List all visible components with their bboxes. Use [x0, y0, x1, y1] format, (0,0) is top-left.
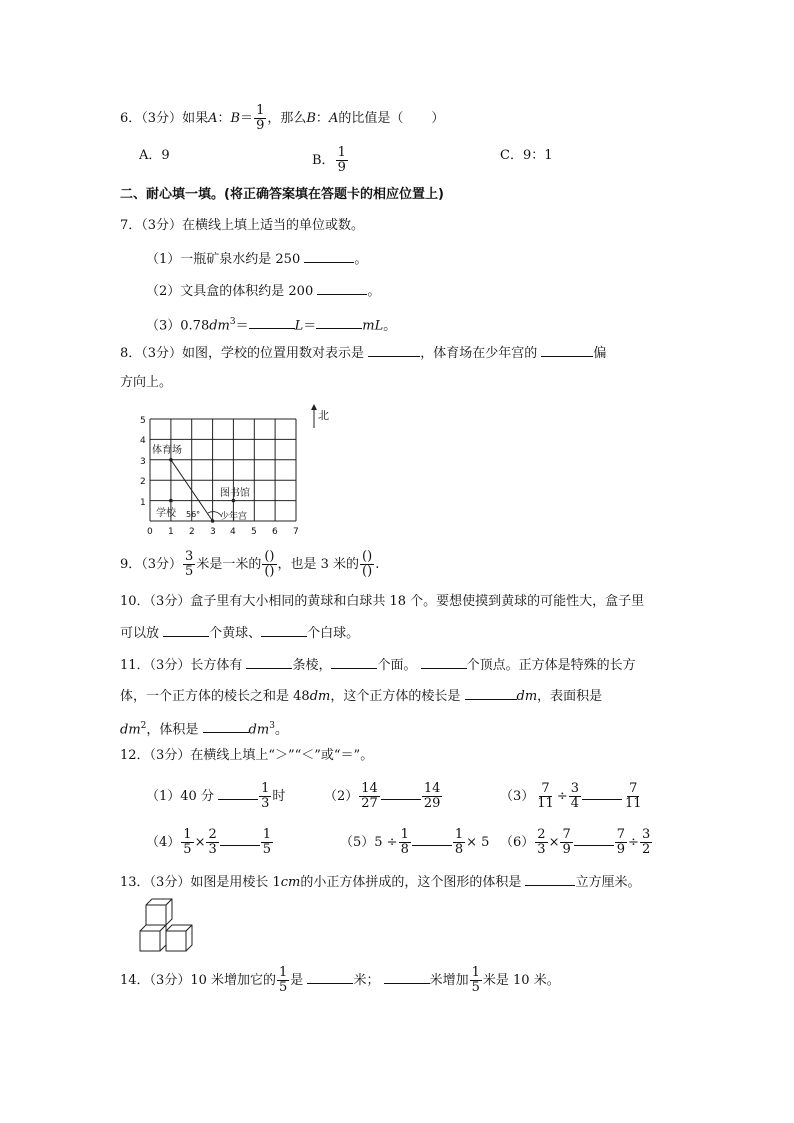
answer-blank[interactable] [316, 314, 362, 329]
q12-item-5: （5）5 ÷ $\frac{1}{8}$ $\frac{1}{8}$ × 5 [340, 827, 490, 857]
library-label: 图书馆 [220, 488, 250, 499]
cube-figure [136, 898, 200, 956]
answer-blank[interactable] [541, 342, 593, 357]
y-tick: 1 [140, 498, 146, 508]
q11-line-3: $dm^2$，体积是 $dm^3$。 [120, 716, 288, 740]
q11-line-2: 体，一个正方体的棱长之和是 48dm，这个正方体的棱长是 dm，表面积是 [120, 685, 602, 707]
q7-item-1: （1）一瓶矿泉水约是 250 。 [146, 248, 367, 270]
x-tick: 3 [210, 527, 216, 537]
q10-line-2: 可以放 个黄球、 个白球。 [120, 622, 359, 644]
y-tick: 3 [140, 457, 146, 467]
q12-item-1: （1）40 分 $\frac{1}{3}$ 时 [146, 781, 286, 811]
question-8: 8．（3分）如图，学校的位置用数对表示是 ，体育场在少年宫的 偏 [120, 342, 606, 364]
answer-blank[interactable] [317, 280, 367, 295]
answer-blank[interactable] [304, 248, 354, 263]
answer-blank[interactable] [525, 871, 575, 886]
answer-blank[interactable] [384, 969, 430, 984]
x-tick: 0 [147, 527, 153, 537]
svg-text:北: 北 [318, 409, 329, 422]
library-point [232, 499, 236, 503]
q7-item-3: $(3)0.78dm^3= L=$ mL。 [146, 312, 396, 336]
q8-line-2: 方向上。 [120, 375, 173, 390]
answer-blank[interactable] [574, 831, 614, 846]
answer-blank[interactable] [307, 969, 353, 984]
x-tick: 2 [189, 527, 195, 537]
question-14: 14．（3分）10 米增加它的 $\frac{1}{5}$ 是 米； 米增加 $\frac{1}{5}$ 米是 10 米。 [120, 965, 560, 995]
section-2-header: 二、耐心填一填。(将正确答案填在答题卡的相应位置上) [120, 187, 444, 202]
option-a: A．9 [139, 148, 170, 163]
x-tick: 6 [272, 527, 278, 537]
q7-item-2: （2）文具盒的体积约是 200 。 [146, 280, 380, 302]
q12-item-2: （2） $\frac{14}{27}$ $\frac{14}{29}$ [324, 781, 441, 811]
option-b: B． $\frac{1}{9}$ [312, 145, 346, 175]
answer-blank[interactable] [220, 831, 260, 846]
question-7: 7．（3分）在横线上填上适当的单位或数。 [120, 218, 365, 233]
x-tick: 4 [230, 527, 236, 537]
answer-blank[interactable] [261, 622, 307, 637]
q12-item-4: （4） $\frac{1}{5}$ × $\frac{2}{3}$ $\frac{1}{5}$ [146, 827, 272, 857]
angle-label: 56° [186, 510, 201, 519]
option-c: C．9：1 [500, 148, 553, 163]
answer-blank[interactable] [249, 314, 295, 329]
answer-blank[interactable] [421, 654, 467, 669]
stadium-label: 体育场 [152, 445, 182, 456]
answer-blank[interactable] [218, 785, 258, 800]
question-6: 6．（3分）如果A：B＝ $\frac{1}{9}$ ，那么B：A的比值是（ ） [120, 103, 445, 133]
y-tick: 4 [140, 436, 146, 446]
x-tick: 1 [168, 527, 174, 537]
q12-item-6: （6） $\frac{2}{3}$ × $\frac{7}{9}$ $\frac{7}{9}$ ÷ $\frac{3}{2}$ [500, 827, 651, 857]
answer-blank[interactable] [368, 342, 420, 357]
youth-palace-point [211, 519, 215, 523]
x-tick: 5 [251, 527, 257, 537]
answer-blank[interactable] [203, 718, 249, 733]
answer-blank[interactable] [465, 685, 517, 700]
fraction: $\frac{1}{9}$ [256, 103, 265, 133]
answer-blank[interactable] [582, 785, 622, 800]
question-11: 11．（3分）长方体有 条棱， 个面。 个顶点。正方体是特殊的长方 [120, 654, 636, 676]
answer-blank[interactable] [163, 622, 209, 637]
answer-blank[interactable] [381, 785, 421, 800]
north-arrow [311, 404, 329, 428]
question-10: 10．（3分）盒子里有大小相同的黄球和白球共 18 个。要想使摸到黄球的可能性大，盒子里 [120, 594, 645, 609]
stadium-point [169, 458, 173, 462]
answer-blank[interactable] [412, 831, 452, 846]
y-tick: 5 [140, 416, 146, 426]
answer-blank[interactable] [246, 654, 292, 669]
y-tick: 2 [140, 477, 146, 487]
school-point [169, 499, 173, 503]
question-9: 9．（3分） $\frac{3}{5}$ 米是一米的 $\frac{()}{()}$ ，也是 3 米的 $\frac{()}{()}$ . [120, 549, 380, 579]
question-13: 13．（3分）如图是用棱长 1cm的小正方体拼成的，这个图形的体积是 立方厘米。 [120, 871, 641, 893]
grid-map [138, 402, 338, 542]
youth-palace-label: 少年宫 [220, 512, 248, 522]
school-label: 学校 [156, 508, 176, 519]
question-12: 12．（3分）在横线上填上“＞”“＜”或“＝”。 [120, 748, 374, 763]
answer-blank[interactable] [331, 654, 377, 669]
x-tick: 7 [293, 527, 299, 537]
q12-item-3: （3） $\frac{7}{11}$ ÷ $\frac{3}{4}$ $\frac{7}{11}$ [500, 781, 642, 811]
